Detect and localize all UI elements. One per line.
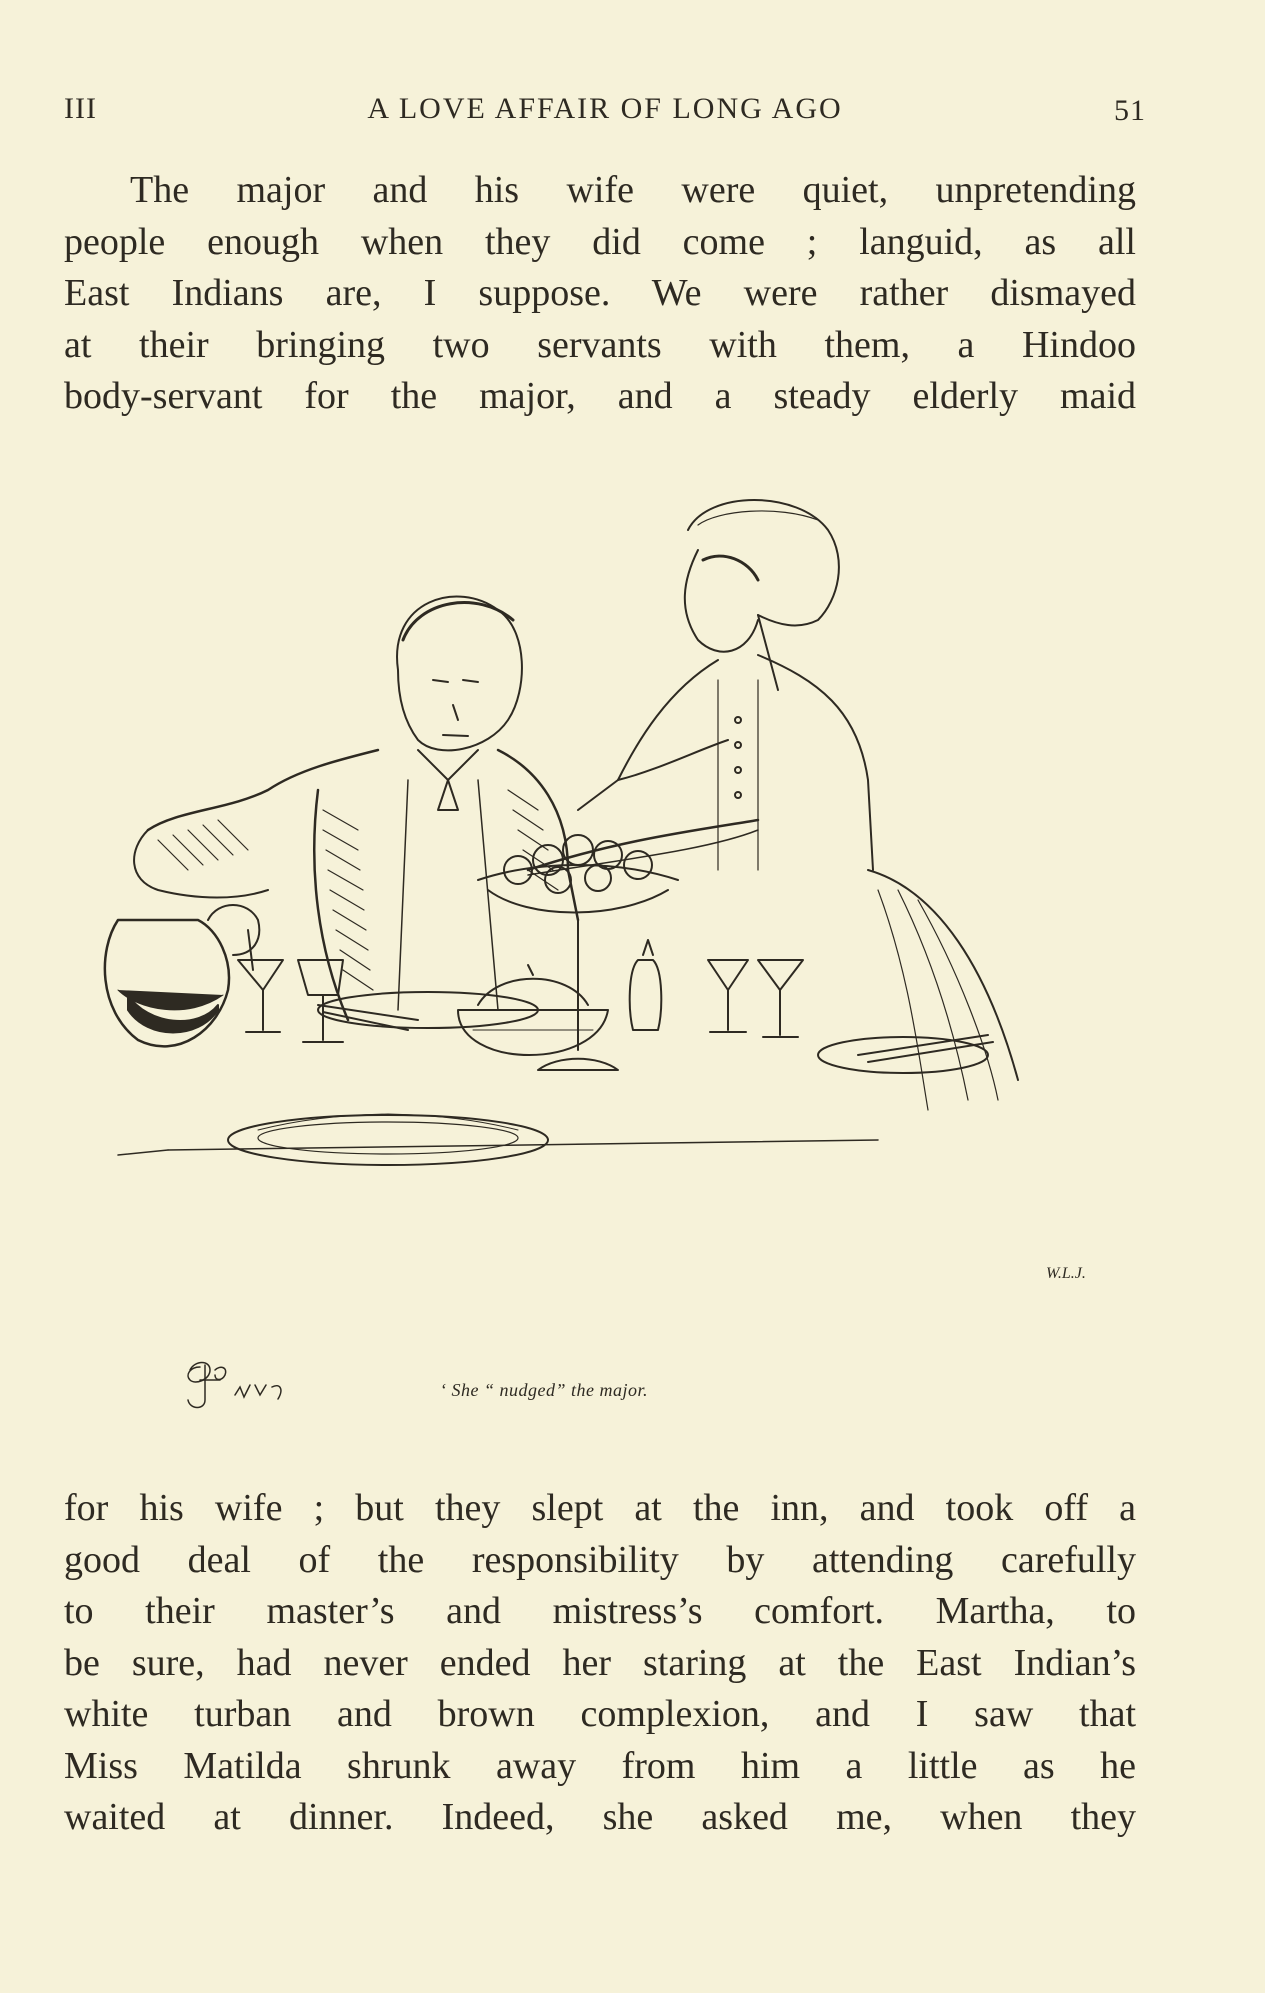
text-line: The major and his wife were quiet, unpretending [130, 169, 1136, 211]
text-line: for his wife ; but they slept at the inn, and took off a [64, 1487, 1136, 1529]
artist-monogram [180, 1355, 320, 1415]
text-line: white turban and brown complexion, and I saw that [64, 1693, 1136, 1735]
artist-signature: W.L.J. [1046, 1265, 1086, 1282]
page-number: 51 [1114, 94, 1146, 127]
text-line: Miss Matilda shrunk away from him a little as he [64, 1744, 1136, 1787]
text-line: at their bringing two servants with them, a Hindoo [64, 323, 1136, 366]
illustration-caption: ‘ She “ nudged” the major. [440, 1380, 648, 1400]
text-line: good deal of the responsibility by attending carefully [64, 1538, 1136, 1581]
illustration-major-and-maid [58, 450, 1138, 1350]
paragraph-top [64, 165, 1136, 423]
text-line: to their master’s and mistress’s comfort. Martha, to [64, 1590, 1136, 1632]
text-line: waited at dinner. Indeed, she asked me, when they [64, 1796, 1136, 1838]
text-line: be sure, had never ended her staring at the East Indian’s [64, 1641, 1136, 1684]
chapter-number: III [64, 92, 97, 125]
text-line: people enough when they did come ; languid, as all [64, 220, 1136, 263]
running-title: A LOVE AFFAIR OF LONG AGO [367, 92, 843, 125]
paragraph-bottom [64, 1483, 1136, 1844]
running-header [64, 92, 1146, 132]
text-line: East Indians are, I suppose. We were rather dismayed [64, 272, 1136, 314]
text-line: body-servant for the major, and a steady elderly maid [64, 375, 1136, 417]
